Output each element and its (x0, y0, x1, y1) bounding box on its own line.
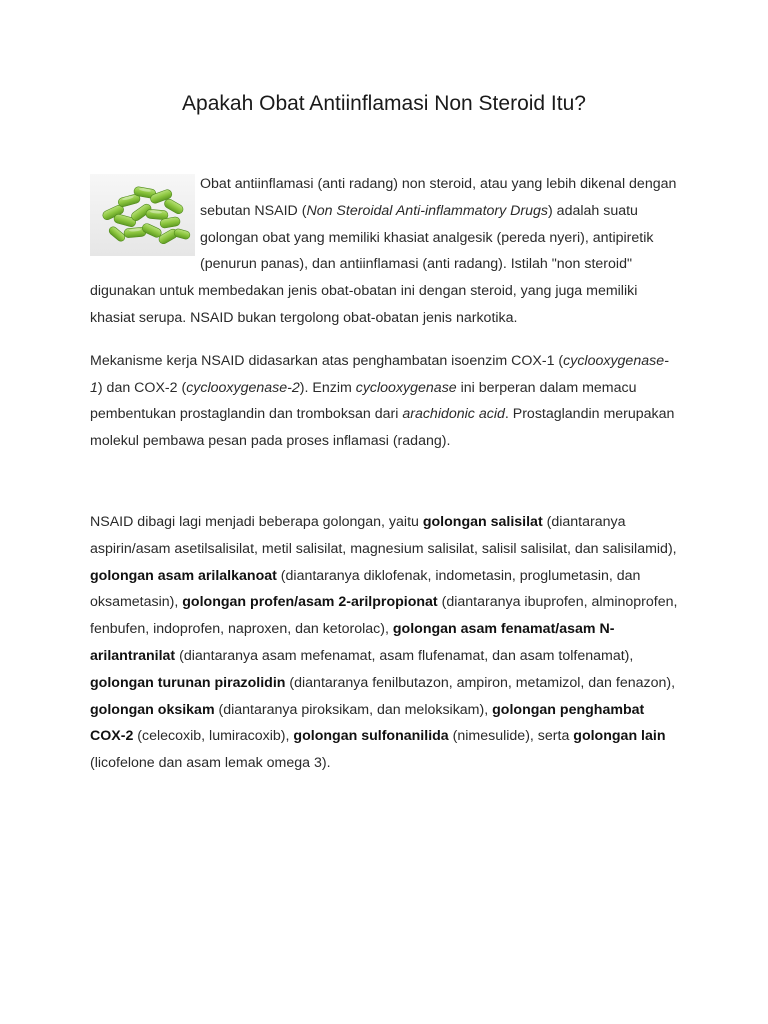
mech-italic-cox1: cyclooxygenase-1 (90, 352, 669, 396)
class-bold-pirazolidin: golongan turunan pirazolidin (90, 674, 286, 691)
class-text-7: (diantaranya piroksikam, dan meloksikam), (214, 701, 493, 718)
class-text-6: (diantaranya fenilbutazon, ampiron, metamizol, dan fenazon), (285, 674, 676, 691)
class-bold-salisilat: golongan salisilat (422, 513, 543, 530)
intro-text-1: Obat antiinflamasi (anti radang) non steroid, atau yang lebih dikenal dengan sebutan NSAID ( (200, 176, 677, 219)
class-bold-profen: golongan profen/asam 2-arilpropionat (182, 594, 438, 611)
class-bold-arilalkanoat: golongan asam arilalkanoat (90, 567, 277, 584)
intro-text-2: ) adalah suatu golongan obat yang memiliki khasiat analgesik (pereda nyeri), antipiretik (penurun panas), dan antiinflamasi (anti radang). Istilah "non steroid" digunakan untuk membedakan jenis obat-obatan ini dengan steroid, yang juga memiliki khasiat serupa. NSAID bukan tergolong obat-obatan jenis narkotika. (90, 202, 654, 326)
class-text-4: (diantaranya ibuprofen, alminoprofen, fenbufen, indoprofen, naproxen, dan ketorolac), (90, 594, 678, 638)
mech-italic-enzyme: cyclooxygenase (355, 379, 457, 396)
article-body (90, 171, 680, 777)
class-text-5: (diantaranya asam mefenamat, asam flufenamat, dan asam tolfenamat), (175, 647, 634, 664)
class-text-2: (diantaranya aspirin/asam asetilsalisilat, metil salisilat, magnesium salisilat, salisil salisilat, dan salisilamid), (90, 513, 677, 557)
mech-italic-cox2: cyclooxygenase-2 (186, 379, 300, 396)
class-bold-sulfonanilida: golongan sulfonanilida (293, 728, 449, 745)
paragraph-classification (90, 509, 680, 777)
class-bold-cox2: golongan penghambat COX-2 (90, 701, 645, 745)
paragraph-intro (90, 171, 680, 332)
mech-italic-arachidonic: arachidonic acid (402, 406, 505, 423)
class-text-1: NSAID dibagi lagi menjadi beberapa golongan, yaitu (90, 513, 423, 530)
mech-text-5: . Prostaglandin merupakan molekul pembawa pesan pada proses inflamasi (radang). (90, 406, 675, 450)
page-title: Apakah Obat Antiinflamasi Non Steroid Itu? (182, 92, 586, 115)
class-text-8: (celecoxib, lumiracoxib), (133, 728, 294, 745)
class-bold-lain: golongan lain (573, 728, 666, 745)
class-bold-fenamat: golongan asam fenamat/asam N-arilantranilat (90, 621, 615, 664)
mech-text-3: ). Enzim (299, 379, 356, 396)
class-text-3: (diantaranya diklofenak, indometasin, proglumetasin, dan oksametasin), (90, 567, 641, 611)
mech-text-4: ini berperan dalam memacu pembentukan prostaglandin dan tromboksan dari (90, 379, 637, 423)
class-text-10: (licofelone dan asam lemak omega 3). (90, 755, 331, 772)
mech-text-1: Mekanisme kerja NSAID didasarkan atas penghambatan isoenzim COX-1 ( (90, 352, 564, 369)
mech-text-2: ) dan COX-2 ( (97, 379, 187, 396)
class-bold-oksikam: golongan oksikam (90, 701, 215, 718)
intro-italic-nsaid: Non Steroidal Anti-inflammatory Drugs (306, 202, 549, 219)
green-pills-image (90, 174, 195, 256)
paragraph-mechanism (90, 348, 680, 455)
class-text-9: (nimesulide), serta (448, 728, 574, 745)
